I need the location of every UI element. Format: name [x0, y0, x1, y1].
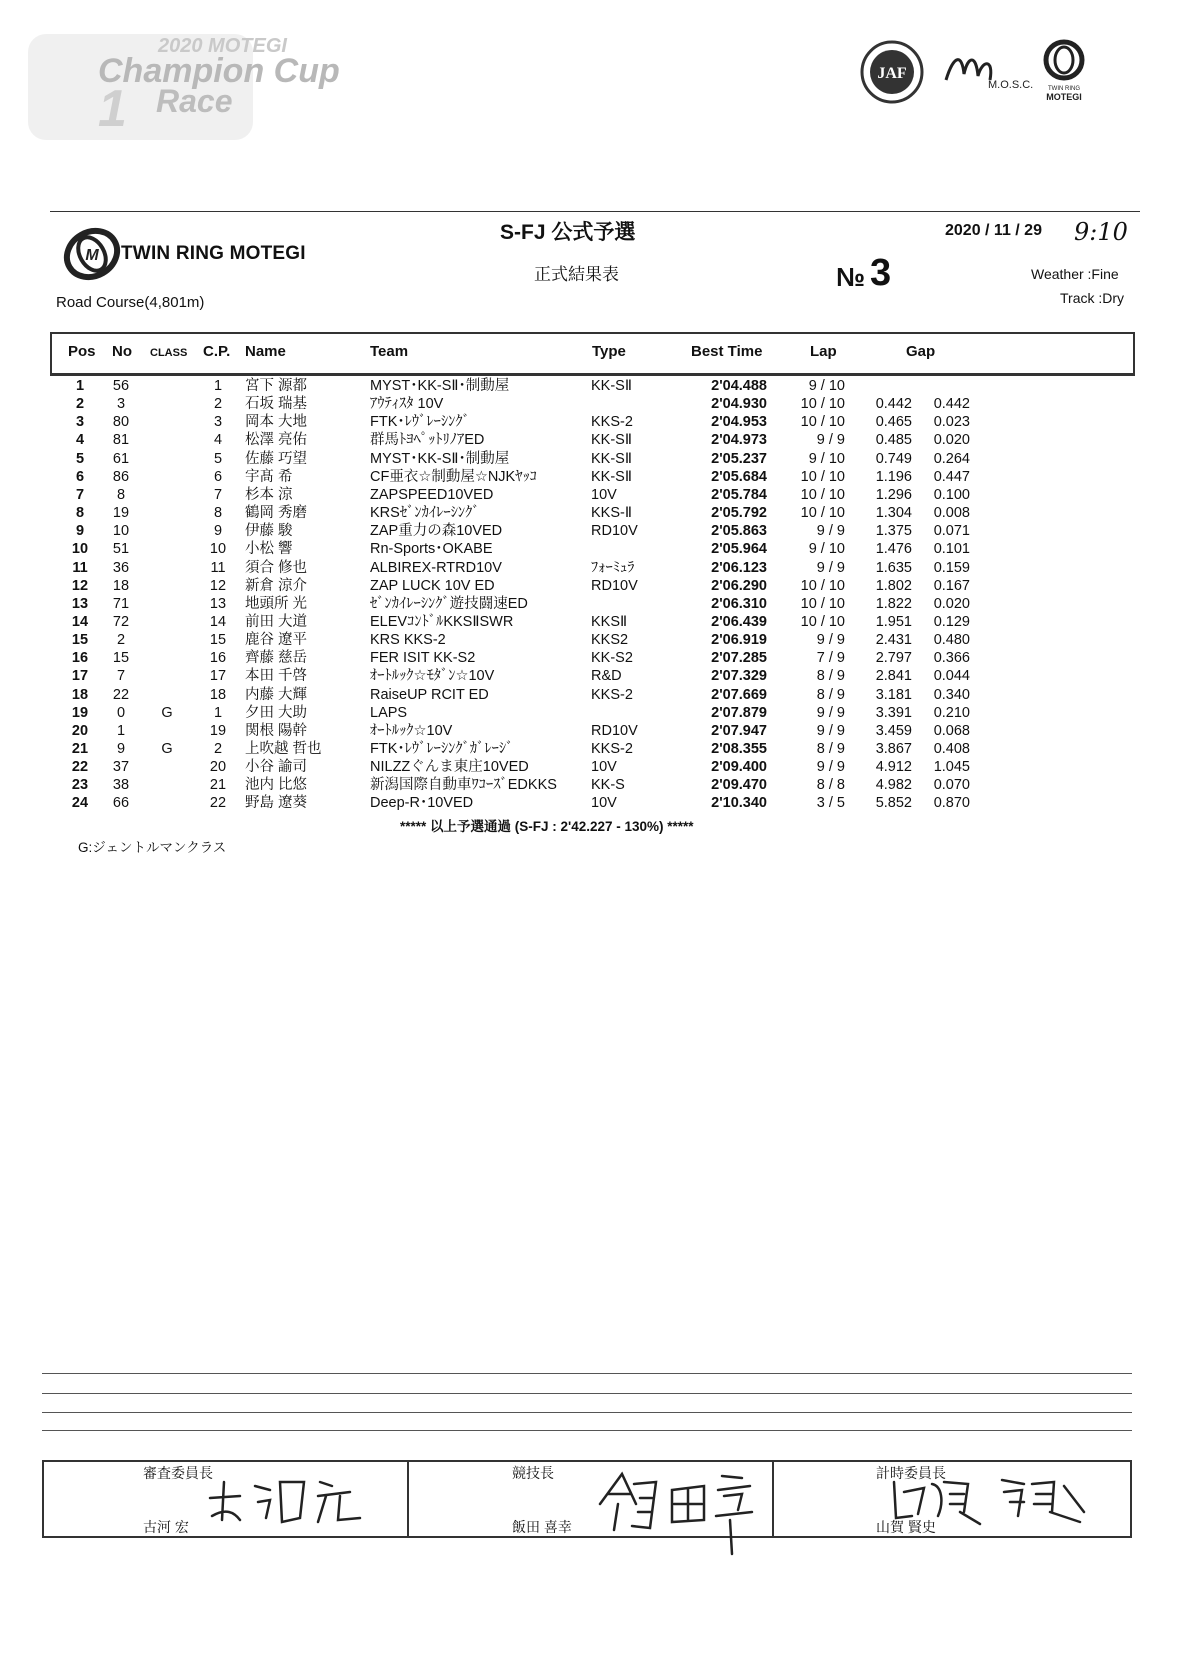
row-team: ｵｰﾄﾙｯｸ☆ﾓﾀﾞﾝ☆10V — [370, 668, 495, 685]
row-pos: 17 — [71, 668, 89, 685]
row-type: 10V — [591, 486, 617, 503]
row-car-number: 18 — [112, 577, 130, 594]
row-driver-name: 宮下 源都 — [245, 378, 308, 394]
col-header-class: CLASS — [150, 347, 188, 359]
row-best-time: 2'04.488 — [711, 378, 767, 394]
row-gap-leader: 1.635 — [875, 559, 912, 576]
blank-rule-3 — [42, 1412, 1132, 1413]
row-pos: 1 — [75, 378, 85, 394]
row-driver-name: 鹿谷 遼平 — [245, 632, 308, 649]
row-gap-leader: 2.841 — [875, 668, 912, 685]
row-class: G — [161, 704, 173, 721]
row-driver-name: 内藤 大輝 — [245, 686, 308, 703]
row-car-number: 10 — [112, 523, 130, 540]
row-laps: 10 / 10 — [800, 414, 845, 431]
signature-handwritten-steward — [200, 1468, 380, 1539]
row-class-position: 9 — [213, 523, 223, 540]
row-class-position: 11 — [210, 559, 226, 576]
row-best-time: 2'04.930 — [711, 396, 767, 413]
row-type: KK-SⅡ — [591, 378, 632, 394]
row-driver-name: 松澤 亮佑 — [245, 432, 308, 449]
row-gap-previous: 0.447 — [933, 468, 970, 485]
row-gap-leader: 0.749 — [875, 450, 912, 467]
row-gap-previous: 0.008 — [933, 505, 970, 522]
row-gap-leader: 1.196 — [875, 468, 912, 485]
col-header-name: Name — [245, 343, 286, 360]
row-driver-name: 佐藤 巧望 — [245, 450, 308, 467]
row-gap-leader: 3.867 — [875, 741, 912, 757]
blank-rule-4 — [42, 1430, 1132, 1431]
row-car-number: 81 — [112, 432, 130, 449]
row-team: NILZZぐんま東庄10VED — [370, 759, 529, 776]
row-best-time: 2'09.400 — [711, 759, 767, 776]
row-gap-leader: 1.822 — [875, 595, 912, 612]
row-class-position: 5 — [213, 450, 223, 467]
row-gap-previous: 0.167 — [933, 577, 970, 594]
row-team: ZAP LUCK 10V ED — [370, 577, 495, 594]
row-car-number: 72 — [112, 613, 130, 630]
bulletin-number: 3 — [870, 252, 892, 294]
row-car-number: 3 — [116, 396, 126, 413]
row-type: KKS-2 — [591, 686, 633, 703]
row-type: 10V — [591, 795, 617, 812]
row-best-time: 2'04.953 — [711, 414, 767, 431]
row-best-time: 2'07.329 — [711, 668, 767, 685]
signature-handwritten-race-director — [592, 1464, 782, 1565]
row-gap-leader: 1.476 — [875, 541, 912, 558]
row-gap-previous: 0.340 — [933, 686, 970, 703]
row-class-position: 15 — [209, 632, 227, 649]
row-driver-name: 新倉 涼介 — [245, 577, 308, 594]
row-car-number: 8 — [116, 486, 126, 503]
row-best-time: 2'06.123 — [711, 559, 767, 576]
row-driver-name: 野島 遼葵 — [245, 795, 308, 812]
row-team: MYST･KK-SⅡ･制動屋 — [370, 378, 510, 394]
col-header-lap: Lap — [810, 343, 837, 360]
signature-name-race-director: 飯田 喜幸 — [512, 1519, 572, 1535]
row-best-time: 2'06.919 — [711, 632, 767, 649]
row-gap-leader: 2.797 — [875, 650, 912, 667]
row-gap-previous: 0.020 — [933, 432, 970, 449]
signature-divider-1 — [407, 1460, 409, 1538]
row-laps: 7 / 9 — [816, 650, 845, 667]
row-pos: 12 — [71, 577, 89, 594]
row-type: KK-SⅡ — [591, 468, 632, 485]
row-class-position: 19 — [209, 722, 227, 739]
row-team: ｾﾞﾝｶｲﾚｰｼﾝｸﾞ遊技闘速ED — [370, 595, 528, 612]
col-header-pos: Pos — [68, 343, 96, 360]
row-gap-leader: 0.485 — [875, 432, 912, 449]
row-driver-name: 関根 陽幹 — [245, 722, 308, 739]
row-type: KKS-2 — [591, 741, 633, 757]
row-gap-previous: 0.023 — [933, 414, 970, 431]
row-driver-name: 地頭所 光 — [245, 595, 308, 612]
row-type: RD10V — [591, 523, 638, 540]
row-gap-previous: 0.870 — [933, 795, 970, 812]
row-gap-leader: 1.375 — [875, 523, 912, 540]
row-car-number: 1 — [116, 722, 126, 739]
row-laps: 10 / 10 — [800, 613, 845, 630]
row-car-number: 38 — [112, 777, 130, 794]
row-best-time: 2'06.290 — [711, 577, 767, 594]
row-class-position: 3 — [213, 414, 223, 431]
signature-role-race-director: 競技長 — [512, 1465, 554, 1481]
course-length: Road Course(4,801m) — [56, 294, 205, 311]
row-class-position: 7 — [213, 486, 223, 503]
row-driver-name: 小谷 諭司 — [245, 759, 308, 776]
row-car-number: 66 — [112, 795, 130, 812]
row-class-position: 17 — [209, 668, 227, 685]
row-laps: 9 / 9 — [816, 432, 845, 449]
row-class-position: 21 — [209, 777, 227, 794]
row-best-time: 2'05.964 — [711, 541, 767, 558]
row-gap-leader: 1.951 — [875, 613, 912, 630]
row-laps: 10 / 10 — [800, 595, 845, 612]
page-subtitle: 正式結果表 — [534, 265, 619, 284]
row-pos: 9 — [75, 523, 85, 540]
signature-race-director-icon — [592, 1464, 782, 1560]
row-type: KK-S2 — [591, 650, 633, 667]
row-pos: 20 — [71, 722, 89, 739]
row-type: KKS-2 — [591, 414, 633, 431]
row-car-number: 86 — [112, 468, 130, 485]
row-class-position: 18 — [209, 686, 227, 703]
row-team: Deep-R･10VED — [370, 795, 474, 812]
row-laps: 9 / 9 — [816, 722, 845, 739]
row-team: ZAPSPEED10VED — [370, 486, 494, 503]
row-pos: 24 — [71, 795, 89, 812]
row-laps: 9 / 9 — [816, 759, 845, 776]
row-pos: 5 — [75, 450, 85, 467]
signature-role-steward: 審査委員長 — [143, 1465, 213, 1481]
row-gap-previous: 1.045 — [933, 759, 970, 776]
row-laps: 10 / 10 — [800, 505, 845, 522]
row-team: FER ISIT KK-S2 — [370, 650, 476, 667]
event-logo-initial-mark: 1 — [98, 80, 127, 138]
result-date: 2020 / 11 / 29 — [945, 222, 1042, 239]
class-legend: G:ジェントルマンクラス — [78, 840, 227, 855]
row-gap-previous: 0.408 — [933, 741, 970, 757]
row-car-number: 22 — [112, 686, 130, 703]
row-gap-leader: 3.459 — [875, 722, 912, 739]
row-laps: 3 / 5 — [816, 795, 845, 812]
row-team: MYST･KK-SⅡ･制動屋 — [370, 450, 510, 467]
bulletin-number-prefix: № — [836, 262, 865, 292]
row-team: 新潟国際自動車ﾜｺｰｽﾞEDKKS — [370, 777, 557, 794]
row-gap-leader: 4.912 — [875, 759, 912, 776]
col-header-gap: Gap — [906, 343, 936, 360]
row-class: G — [161, 741, 173, 757]
row-gap-previous: 0.442 — [933, 396, 970, 413]
signature-steward-icon — [200, 1468, 380, 1528]
row-best-time: 2'06.439 — [711, 613, 767, 630]
row-gap-previous: 0.480 — [933, 632, 970, 649]
row-gap-previous: 0.068 — [933, 722, 970, 739]
row-class-position: 1 — [213, 704, 223, 721]
row-best-time: 2'08.355 — [711, 741, 767, 757]
row-best-time: 2'05.863 — [711, 523, 767, 540]
row-type: ﾌｫｰﾐｭﾗ — [591, 559, 635, 576]
row-team: LAPS — [370, 704, 408, 721]
row-pos: 11 — [72, 559, 88, 576]
row-pos: 21 — [71, 741, 89, 757]
header-top-rule — [50, 211, 1140, 212]
row-laps: 10 / 10 — [800, 396, 845, 413]
row-driver-name: 池内 比悠 — [245, 777, 308, 794]
row-team: FTK･ﾚｳﾞﾚｰｼﾝｸﾞ — [370, 414, 470, 431]
row-gap-previous: 0.159 — [933, 559, 970, 576]
row-best-time: 2'05.684 — [711, 468, 767, 485]
row-pos: 4 — [75, 432, 85, 449]
col-header-team: Team — [370, 343, 409, 360]
row-car-number: 80 — [112, 414, 130, 431]
row-team: ｱｳﾃｨｽﾀ 10V — [370, 396, 444, 413]
row-car-number: 7 — [116, 668, 126, 685]
row-gap-leader: 0.442 — [875, 396, 912, 413]
handwritten-time: 9:10 — [1074, 218, 1128, 246]
row-best-time: 2'07.669 — [711, 686, 767, 703]
row-gap-leader: 4.982 — [875, 777, 912, 794]
row-best-time: 2'05.792 — [711, 505, 767, 522]
row-best-time: 2'05.237 — [711, 450, 767, 467]
blank-rule-2 — [42, 1393, 1132, 1394]
row-car-number: 56 — [112, 378, 130, 394]
row-gap-previous: 0.070 — [933, 777, 970, 794]
row-pos: 18 — [71, 686, 89, 703]
event-logo-line2: Champion Cup — [98, 52, 340, 90]
row-driver-name: 須合 修也 — [245, 559, 308, 576]
page-title: S-FJ 公式予選 — [500, 221, 636, 244]
row-team: KRSｾﾞﾝｶｲﾚｰｼﾝｸﾞ — [370, 505, 480, 522]
row-driver-name: 夕田 大助 — [245, 704, 308, 721]
row-driver-name: 小松 響 — [245, 541, 293, 558]
row-type: RD10V — [591, 722, 638, 739]
twin-ring-motegi-logo-icon — [58, 226, 128, 282]
row-driver-name: 前田 大道 — [245, 613, 308, 630]
row-best-time: 2'07.947 — [711, 722, 767, 739]
event-logo — [28, 30, 340, 140]
row-car-number: 71 — [112, 595, 130, 612]
row-pos: 14 — [71, 613, 89, 630]
row-laps: 10 / 10 — [800, 577, 845, 594]
row-class-position: 20 — [209, 759, 227, 776]
row-driver-name: 本田 千啓 — [245, 668, 308, 685]
row-team: Rn-Sports･OKABE — [370, 541, 493, 558]
event-logo-line3: Race — [156, 83, 233, 119]
row-laps: 9 / 10 — [808, 541, 845, 558]
row-best-time: 2'05.784 — [711, 486, 767, 503]
row-laps: 8 / 8 — [816, 777, 845, 794]
blank-rule-1 — [42, 1373, 1132, 1374]
col-header-cp: C.P. — [203, 343, 231, 360]
row-laps: 8 / 9 — [816, 741, 845, 757]
row-best-time: 2'07.285 — [711, 650, 767, 667]
jaf-seal-icon — [860, 40, 924, 104]
row-driver-name: 石坂 瑞基 — [245, 396, 308, 413]
row-team: FTK･ﾚｳﾞﾚｰｼﾝｸﾞｶﾞﾚｰｼﾞ — [370, 741, 514, 757]
row-team: ALBIREX-RTRD10V — [370, 559, 502, 576]
row-pos: 13 — [71, 595, 89, 612]
row-class-position: 6 — [213, 468, 223, 485]
row-driver-name: 鶴岡 秀磨 — [245, 505, 308, 522]
row-driver-name: 上吹越 哲也 — [245, 741, 322, 757]
row-class-position: 10 — [209, 541, 227, 558]
svg-text:JAF: JAF — [877, 65, 907, 82]
row-laps: 9 / 9 — [816, 523, 845, 540]
row-best-time: 2'04.973 — [711, 432, 767, 449]
row-driver-name: 齊藤 慈岳 — [245, 650, 308, 667]
row-class-position: 22 — [209, 795, 227, 812]
mosc-logo-icon — [940, 44, 1034, 94]
row-gap-previous: 0.044 — [933, 668, 970, 685]
svg-text:M: M — [85, 247, 99, 264]
row-laps: 9 / 9 — [816, 704, 845, 721]
row-gap-leader: 5.852 — [875, 795, 912, 812]
row-laps: 9 / 10 — [808, 378, 845, 394]
track-condition: Track :Dry — [1060, 290, 1125, 306]
row-gap-previous: 0.366 — [933, 650, 970, 667]
row-gap-previous: 0.210 — [933, 704, 970, 721]
row-class-position: 12 — [209, 577, 227, 594]
row-class-position: 2 — [213, 741, 223, 757]
row-laps: 9 / 10 — [808, 450, 845, 467]
row-best-time: 2'09.470 — [711, 777, 767, 794]
row-type: KK-SⅡ — [591, 432, 632, 449]
row-team: KRS KKS-2 — [370, 632, 446, 649]
row-car-number: 37 — [112, 759, 130, 776]
row-laps: 9 / 9 — [816, 559, 845, 576]
weather-condition: Weather :Fine — [1031, 266, 1119, 282]
row-class-position: 4 — [213, 432, 223, 449]
row-laps: 8 / 9 — [816, 668, 845, 685]
row-pos: 10 — [71, 541, 89, 558]
row-car-number: 51 — [112, 541, 130, 558]
signature-chief-timekeeper-icon — [884, 1472, 1104, 1534]
svg-text:MOTEGI: MOTEGI — [1046, 92, 1082, 102]
row-gap-leader: 3.391 — [875, 704, 912, 721]
row-class-position: 2 — [213, 396, 223, 413]
row-gap-leader: 1.802 — [875, 577, 912, 594]
row-pos: 3 — [75, 414, 85, 431]
row-class-position: 16 — [209, 650, 227, 667]
col-header-type: Type — [592, 343, 626, 360]
row-laps: 9 / 9 — [816, 632, 845, 649]
svg-text:M.O.S.C.: M.O.S.C. — [988, 79, 1034, 91]
row-gap-previous: 0.264 — [933, 450, 970, 467]
row-gap-leader: 1.304 — [875, 505, 912, 522]
row-car-number: 2 — [116, 632, 126, 649]
row-team: RaiseUP RCIT ED — [370, 686, 489, 703]
row-laps: 8 / 9 — [816, 686, 845, 703]
row-team: ZAP重力の森10VED — [370, 523, 503, 540]
row-driver-name: 杉本 涼 — [245, 486, 293, 503]
row-car-number: 15 — [112, 650, 130, 667]
row-type: RD10V — [591, 577, 638, 594]
row-car-number: 36 — [112, 559, 130, 576]
row-driver-name: 伊藤 駿 — [245, 523, 293, 540]
row-car-number: 19 — [112, 505, 130, 522]
signature-name-chief-timekeeper: 山賀 賢史 — [876, 1519, 936, 1535]
row-driver-name: 宇髙 希 — [245, 468, 293, 485]
event-logo-line1: 2020 MOTEGI — [158, 35, 287, 57]
row-car-number: 61 — [112, 450, 130, 467]
col-header-no: No — [112, 343, 132, 360]
row-best-time: 2'10.340 — [711, 795, 767, 812]
row-pos: 16 — [71, 650, 89, 667]
row-gap-previous: 0.100 — [933, 486, 970, 503]
svg-text:TWIN RING: TWIN RING — [1048, 86, 1080, 92]
row-team: ｵｰﾄﾙｯｸ☆10V — [370, 722, 453, 739]
row-pos: 15 — [71, 632, 89, 649]
row-pos: 7 — [75, 486, 85, 503]
signature-role-chief-timekeeper: 計時委員長 — [876, 1465, 946, 1481]
row-pos: 2 — [75, 396, 85, 413]
row-pos: 6 — [75, 468, 85, 485]
row-gap-leader: 1.296 — [875, 486, 912, 503]
row-type: KKSⅡ — [591, 613, 628, 630]
row-best-time: 2'07.879 — [711, 704, 767, 721]
row-class-position: 8 — [213, 505, 223, 522]
row-class-position: 14 — [209, 613, 227, 630]
row-gap-previous: 0.071 — [933, 523, 970, 540]
col-header-best-time: Best Time — [691, 343, 763, 360]
row-gap-previous: 0.129 — [933, 613, 970, 630]
row-laps: 10 / 10 — [800, 468, 845, 485]
row-pos: 8 — [75, 505, 85, 522]
row-class-position: 13 — [209, 595, 227, 612]
row-class-position: 1 — [213, 378, 223, 394]
row-laps: 10 / 10 — [800, 486, 845, 503]
row-best-time: 2'06.310 — [711, 595, 767, 612]
twin-ring-motegi-small-logo-icon — [1034, 38, 1094, 104]
circuit-name: TWIN RING MOTEGI — [121, 243, 306, 264]
row-car-number: 0 — [116, 704, 126, 721]
row-type: KKS-Ⅱ — [591, 505, 632, 522]
row-type: 10V — [591, 759, 617, 776]
row-team: 群馬ﾄﾖﾍﾟｯﾄﾘﾉｱED — [370, 432, 485, 449]
row-type: KK-S — [591, 777, 625, 794]
row-pos: 23 — [71, 777, 89, 794]
row-type: KK-SⅡ — [591, 450, 632, 467]
signature-handwritten-chief-timekeeper — [884, 1472, 1104, 1539]
row-gap-previous: 0.020 — [933, 595, 970, 612]
qualify-cutoff-line: ***** 以上予選通過 (S-FJ : 2'42.227 - 130%) ***** — [400, 819, 694, 834]
row-pos: 19 — [71, 704, 89, 721]
row-pos: 22 — [71, 759, 89, 776]
row-type: KKS2 — [591, 632, 629, 649]
signature-name-steward: 古河 宏 — [143, 1519, 189, 1535]
row-driver-name: 岡本 大地 — [245, 414, 308, 431]
row-team: CF亜衣☆制動屋☆NJKﾔｯｺ — [370, 468, 537, 485]
row-gap-leader: 0.465 — [875, 414, 912, 431]
row-gap-previous: 0.101 — [933, 541, 970, 558]
row-gap-leader: 2.431 — [875, 632, 912, 649]
row-type: R&D — [591, 668, 622, 685]
row-gap-leader: 3.181 — [875, 686, 912, 703]
row-car-number: 9 — [116, 741, 126, 757]
row-team: ELEVｺﾝﾄﾞﾙKKSⅡSWR — [370, 613, 514, 630]
